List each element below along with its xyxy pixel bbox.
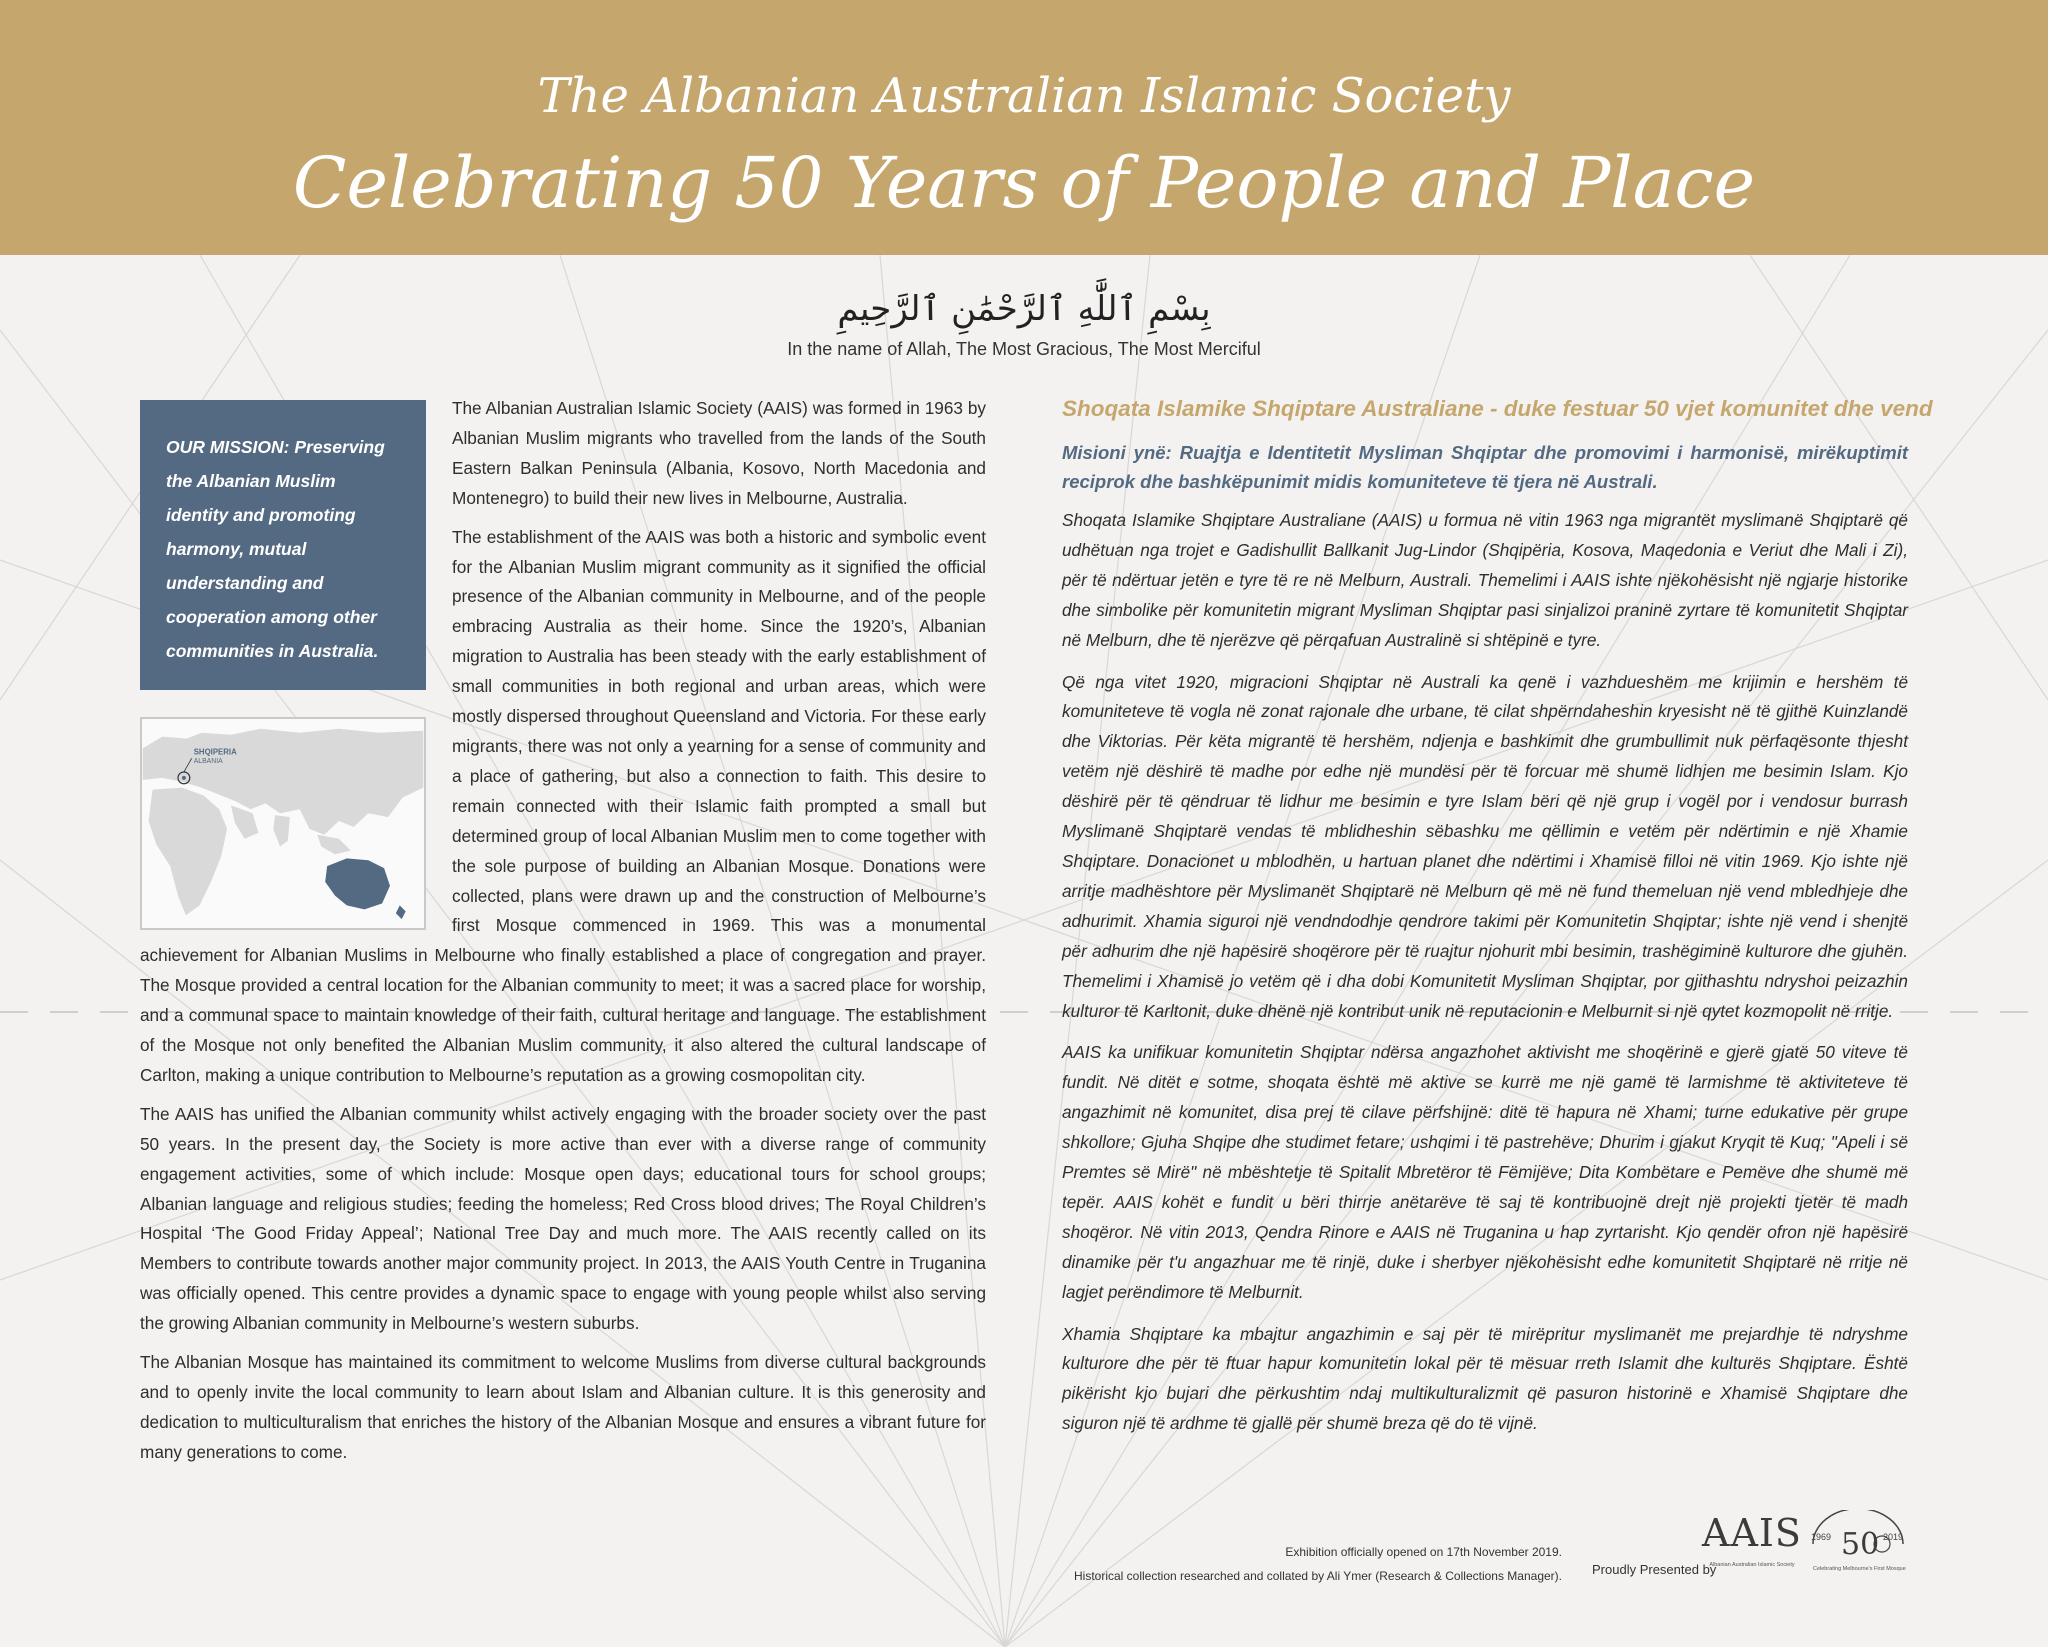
aais-logo-small: Albanian Australian Islamic Society — [1709, 1562, 1795, 1568]
map-label-country-en: ALBANIA — [193, 758, 223, 766]
logo50-year-end: 2019 — [1883, 1532, 1904, 1542]
aais-logo-letters: AAIS — [1702, 1511, 1802, 1555]
logo50-year-start: 1969 — [1811, 1532, 1832, 1542]
albanian-paragraph-3: AAIS ka unifikuar komunitetin Shqiptar ndërsa angazhohet aktivisht me shoqërinë e gjerë gjatë 50 viteve të fundit. Në ditët e sotme, shoqata është më aktive se kurrë me një gamë të larmishme të aktiviteteve të angazhimit në komunitet, disa prej të cilave përfshijnë: ditë të hapura në Xhami; turne edukative për grupe shkollore; Gjuha Shqipe dhe studimet fetare; ushqimi i të pastrehëve; Dhurim i gjakut Kryqit të Kuq; "Apeli i së Premtes së Mirë" në mbështetje të Spitalit Mbretëror të Fëmijëve; Dita Kombëtare e Pemëve dhe shumë më tepër. AAIS kohët e fundit u bëri thirrje anëtarëve të saj të kontribuojnë drejt një projekti tjetër të madh shoqëror. Në vitin 2013, Qendra Rinore e AAIS në Truganina u hap zyrtarisht. Kjo qendër ofron një hapësirë dinamike për t'u angazhuar me të rinjë, duke i sherbyer njëkohësisht edhe komunitetit Shqiptarë në rritje në lagjet perëndimore të Melburnit. — [1062, 1042, 1908, 1302]
albanian-mission: Misioni ynë: Ruajtja e Identitetit Mysliman Shqiptar dhe promovimi i harmonisë, mirëkuptimit reciprok dhe bashkëpunimit midis komuniteteve të tjera në Australi. — [1062, 442, 1908, 492]
basmala-english: In the name of Allah, The Most Gracious, The Most Merciful — [787, 339, 1261, 359]
footer-opened: Exhibition officially opened on 17th November 2019. — [1285, 1545, 1562, 1559]
footer-credits: Historical collection researched and collated by Ali Ymer (Research & Collections Manager). — [1073, 1569, 1562, 1583]
footer-notes — [962, 1540, 1562, 1588]
albanian-column — [1062, 506, 1908, 1451]
albanian-paragraph-2: Që nga vitet 1920, migracioni Shqiptar në Australi ka qenë i vazhdueshëm me krijimin e hershëm të komuniteteve të vogla në zonat rajonale dhe urbane, të cilat shpërndaheshin kryesisht në të gjithë Kuinzlandë dhe Viktorias. Për këta migrantë të hershëm, ndjenja e bashkimit dhe grumbullimit nuk përfaqësonte thjesht vetëm një dëshirë të madhe por edhe një mundësi për të forcuar më shumë lidhjen me besimin Islam. Kjo dëshirë për të qëndruar të lidhur me besimin e tyre Islam bëri që një grup i vogël por i vendosur burrash Myslimanë Shqiptarë vendas të mblidheshin sëbashku me qëllimin e vetëm për ndërtimin e një Xhamie Shqiptare. Donacionet u mblodhën, u hartuan planet dhe ndërtimi i Xhamisë filloi në vitin 1969. Kjo ishte një arritje madhështore për Myslimanët Shqiptarë në Melburn që më në fund themeluan një vend mbledhjeje dhe adhurimit. Xhamia siguroi një vendndodhje qendrore takimi për Komunitetin Shqiptar; ishte një vend i shenjtë për adhurim dhe një hapësirë shoqërore për të ruajtur njohurit mbi besimin, trashëgiminë kulturore dhe gjuhën. Themelimi i Xhamisë jo vetëm që i dha dobi Komunitetit Mysliman Shqiptar, por gjithashtu ndryshoi peizazhin kulturor të Karltonit, duke dhënë një kontribut unik në reputacionin e Melburnit si një qytet kozmopolit në rritje. — [1062, 671, 1908, 1021]
english-paragraph-2: The establishment of the AAIS was both a historic and symbolic event for the Albanian Muslim migrant community as it signified the official presence of the Albanian community in Melbourne, and of the people embracing Australia as their home. Since the 1920’s, Albanian migration to Australia has been steady with the early establishment of small communities in both regional and urban areas, which were mostly dispersed throughout Queensland and Victoria. For these early migrants, there was not only a yearning for a sense of community and a place of gathering, but also a connection to faith. This desire to remain connected with their Islamic faith prompted a small but determined group of local Albanian Muslim men to come together with the sole purpose of building an Albanian Mosque. Donations were collected, plans were drawn up and the construction of Melbourne’s first Mosque commenced in 1969. This was a monumental achievement for Albanian Muslims in Melbourne who finally established a place of congregation and prayer. The Mosque provided a central location for the Albanian community to meet; it was a sacred place for worship, and a communal space to maintain knowledge of their faith, cultural heritage and language. The establishment of the Mosque not only benefited the Albanian Muslim community, it also altered the cultural landscape of Carlton, making a unique contribution to Melbourne’s reputation as a growing cosmopolitan city. — [140, 526, 986, 1085]
albanian-paragraph-1: Shoqata Islamike Shqiptare Australiane (AAIS) u formua në vitin 1963 nga migrantët myslimanë Shqiptarë që udhëtuan nga trojet e Gadishullit Ballkanit Jug-Lindor (Shqipëria, Kosova, Maqedonia e Veriut dhe Mali i Zi), për të ndërtuar jetën e tyre të re në Melburn, Australi. Themelimi i AAIS ishte njëkohësisht një ngjarje historike dhe simbolike për komunitetin migrant Mysliman Shqiptar pasi sinjalizoi praninë zyrtare të komunitetit Shqiptar në Melburn, dhe të njerëzve që përqafuan Australinë si shtëpinë e tyre. — [1062, 510, 1908, 650]
basmala-arabic: بِسْمِ ٱللَّٰهِ ٱلرَّحْمَٰنِ ٱلرَّحِيمِ — [837, 289, 1211, 329]
aais-logo — [1700, 1505, 1804, 1583]
float-spacer — [140, 394, 452, 934]
logo50-number: 50 — [1841, 1527, 1880, 1562]
header-banner — [0, 0, 2048, 255]
fifty-years-logo — [1803, 1510, 1913, 1576]
logo50-small: Celebrating Melbourne's First Mosque — [1813, 1566, 1906, 1572]
english-column — [140, 394, 986, 1477]
albanian-title: Shoqata Islamike Shqiptare Australiane - duke festuar 50 vjet komunitet dhe vend — [1062, 396, 1933, 421]
english-paragraph-4: The Albanian Mosque has maintained its commitment to welcome Muslims from diverse cultural backgrounds and to openly invite the local community to learn about Islam and Albanian culture. It is this generosity and dedication to multiculturalism that enriches the history of the Albanian Mosque and ensures a vibrant future for many generations to come. — [140, 1352, 986, 1462]
english-paragraph-1: The Albanian Australian Islamic Society (AAIS) was formed in 1963 by Albanian Muslim migrants who travelled from the lands of the South Eastern Balkan Peninsula (Albania, Kosovo, North Macedonia and Montenegro) to build their new lives in Melbourne, Australia. — [452, 398, 986, 508]
header-title: Celebrating 50 Years of People and Place — [292, 142, 1756, 224]
header-subtitle: The Albanian Australian Islamic Society — [537, 68, 1511, 124]
fifty-years-logo-graphic — [1803, 1510, 1913, 1576]
english-paragraph-3: The AAIS has unified the Albanian community whilst actively engaging with the broader society over the past 50 years. In the present day, the Society is more active than ever with a diverse range of community engagement activities, some of which include: Mosque open days; educational tours for school groups; Albanian language and religious studies; feeding the homeless; Red Cross blood drives; The Royal Children’s Hospital ‘The Good Friday Appeal’; National Tree Day and much more. The AAIS recently called on its Members to contribute towards another major community project. In 2013, the AAIS Youth Centre in Truganina was officially opened. This centre provides a dynamic space to engage with young people whilst also serving the growing Albanian community in Melbourne’s western suburbs. — [140, 1103, 986, 1334]
map-label-country: SHQIPERIA — [193, 747, 237, 757]
mission-text: OUR MISSION: Preserving the Albanian Muslim identity and promoting harmony, mutual understanding and cooperation among other communities in Australia. — [166, 437, 385, 661]
albanian-paragraph-4: Xhamia Shqiptare ka mbajtur angazhimin e saj për të mirëpritur myslimanët me prejardhje të ndryshme kulturore dhe për të ftuar hapur komunitetin lokal për të mësuar rreth Islamit dhe kulturës Shqiptare. Është pikërisht kjo bujari dhe përkushtim ndaj multikulturalizmit që pasuron historinë e Xhamisë Shqiptare dhe siguron një të ardhme të gjallë për shumë breza që do të vijnë. — [1062, 1323, 1908, 1434]
footer-presented-by: Proudly Presented by — [1592, 1562, 1717, 1577]
